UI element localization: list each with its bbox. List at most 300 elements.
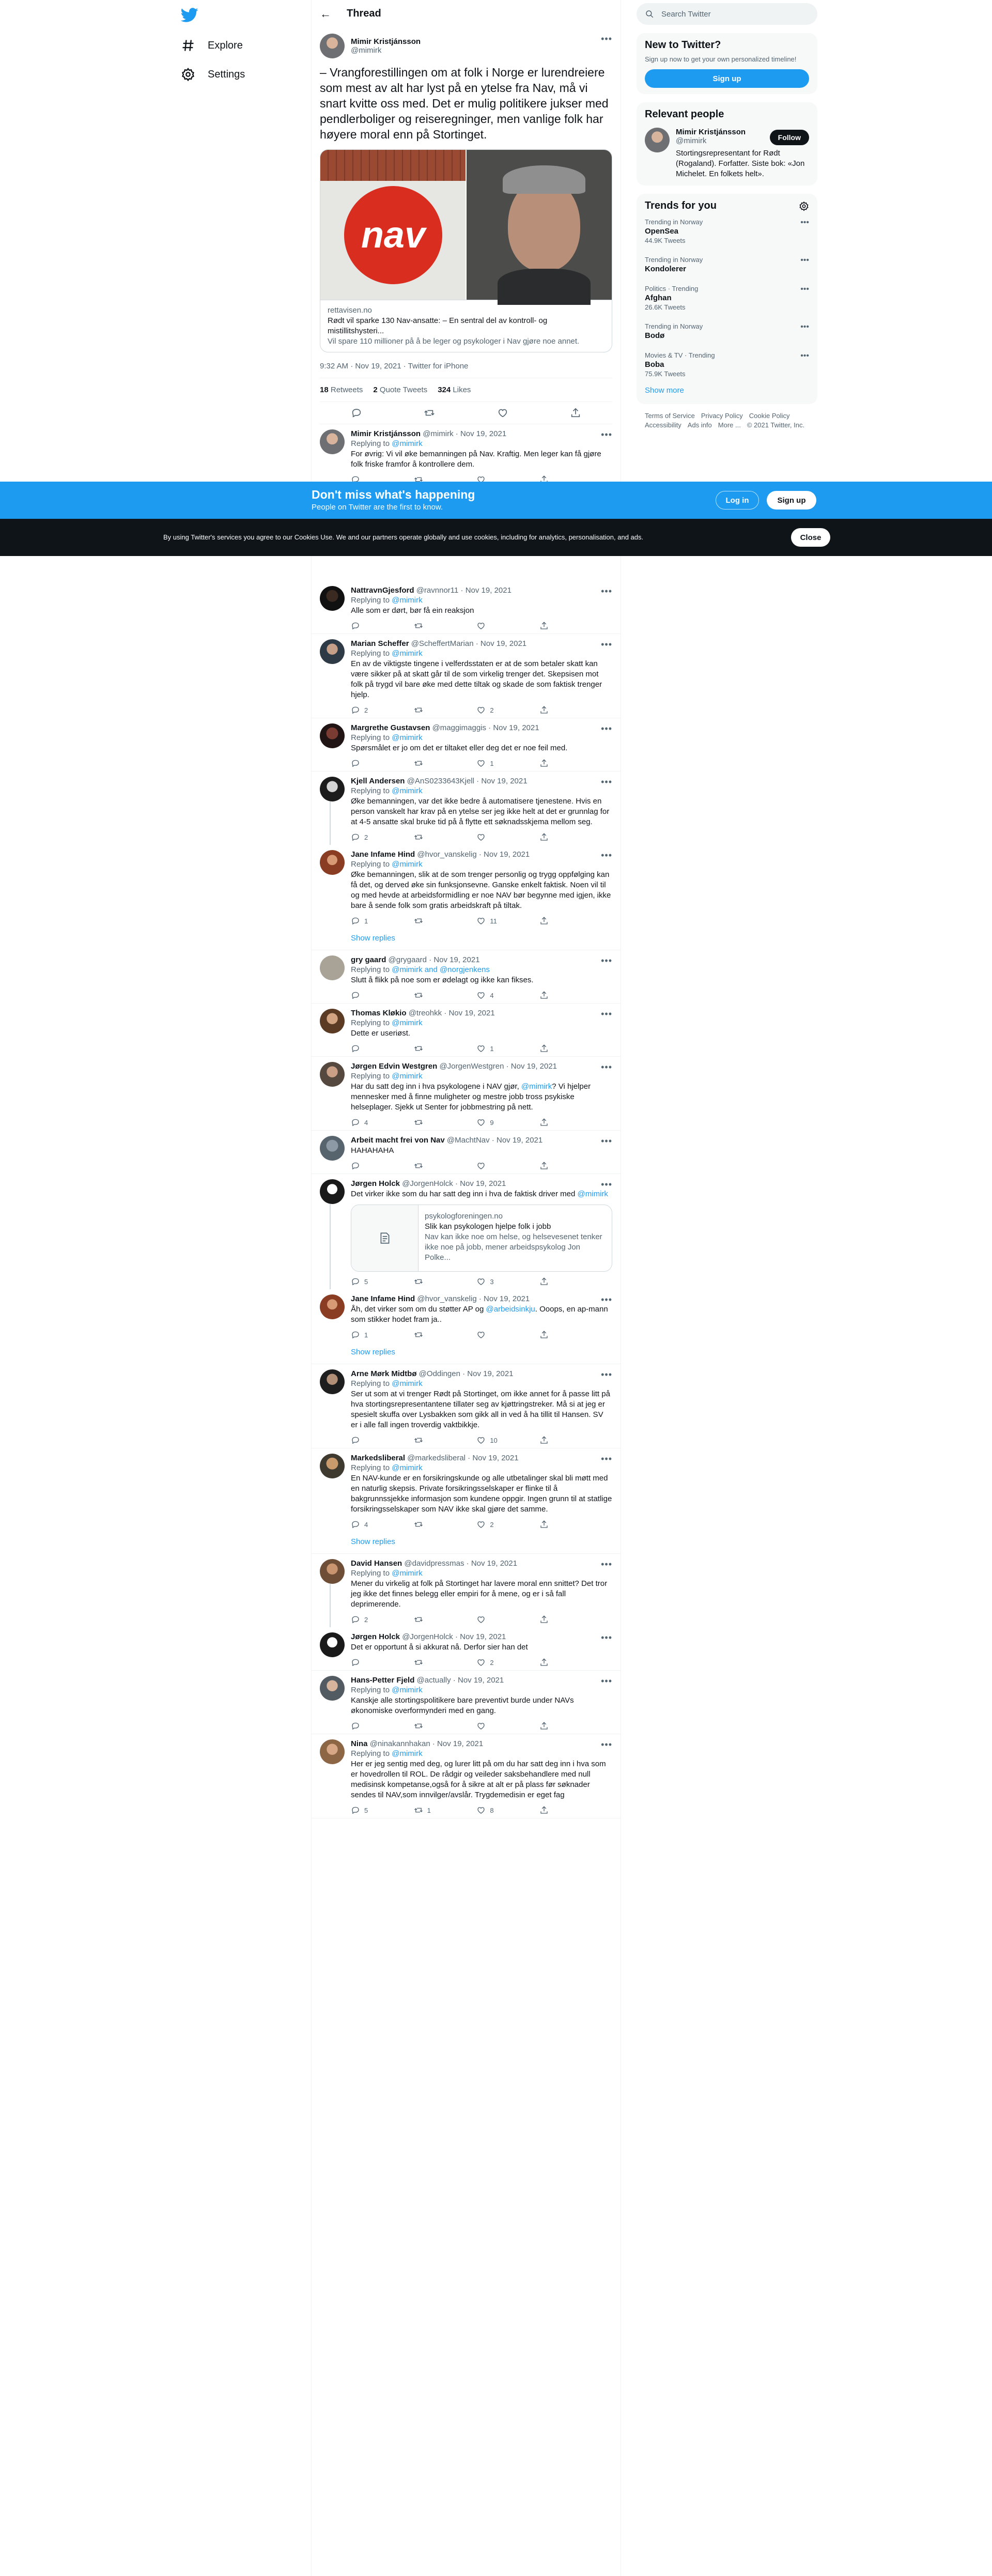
reply-action[interactable] [351,991,382,1000]
avatar[interactable] [320,1136,345,1161]
reply-tweet[interactable] [312,1057,621,1131]
reply-tweet[interactable] [312,581,621,634]
like-action[interactable] [476,705,507,715]
reply-date[interactable]: Nov 19, 2021 [465,586,512,595]
reply-date[interactable]: Nov 19, 2021 [472,1454,519,1462]
reply-icon [351,621,360,630]
share-icon[interactable] [539,1044,570,1053]
reply-tweet[interactable] [312,1174,621,1289]
retweet-action[interactable] [414,621,445,630]
reply-action[interactable] [351,1436,382,1445]
reply-author-name[interactable]: David Hansen [351,1559,402,1568]
reply-action[interactable] [351,759,382,768]
bottom-signup-button[interactable]: Sign up [767,491,816,510]
show-replies-link[interactable]: Show replies [312,929,621,950]
action-count: 4 [364,1118,368,1127]
more-icon[interactable]: ••• [800,285,809,294]
reply-author-name[interactable]: Markedsliberal [351,1454,406,1462]
reply-author-handle[interactable]: @actually [416,1676,451,1685]
avatar[interactable] [320,1454,345,1478]
replying-to-handle[interactable]: @mimirk [392,1019,423,1027]
show-replies-link[interactable]: Show replies [312,1532,621,1554]
like-action[interactable] [476,621,507,630]
reply-dot: · [489,1136,497,1145]
new-to-twitter-sub: Sign up now to get your own personalized timeline! [645,55,797,63]
reply-author-handle[interactable]: @markedsliberal [407,1454,466,1462]
reply-author-handle[interactable]: @treohkk [408,1009,442,1017]
reply-tweet[interactable] [312,424,621,488]
reply-author-handle[interactable]: @JorgenWestgren [439,1062,504,1071]
avatar[interactable] [320,34,345,58]
share-icon[interactable] [539,916,570,925]
retweet-action[interactable] [414,916,445,925]
avatar[interactable] [320,639,345,664]
more-icon[interactable]: ••• [601,1009,612,1019]
more-icon[interactable]: ••• [601,1369,612,1380]
signup-button[interactable]: Sign up [645,69,809,88]
likes-stat[interactable] [438,385,471,394]
reply-date[interactable]: Nov 19, 2021 [496,1136,543,1145]
reply-header [351,1009,612,1017]
reply-action[interactable] [351,1330,382,1339]
retweet-action[interactable] [414,705,445,715]
quotes-stat[interactable] [373,385,427,394]
retweet-action[interactable] [414,1806,445,1815]
author-handle[interactable]: @mimirk [351,46,382,55]
reply-date[interactable]: Nov 19, 2021 [460,429,507,438]
reply-dot: · [464,1559,471,1568]
like-action[interactable] [476,1615,507,1624]
share-icon[interactable] [539,621,570,630]
more-icon[interactable]: ••• [601,1294,612,1305]
replying-to-handle[interactable]: @mimirk [392,733,423,742]
mention-link[interactable]: @mimirk [577,1190,608,1198]
reply-date[interactable]: Nov 19, 2021 [510,1062,557,1071]
reply-tweet[interactable] [312,1554,621,1627]
avatar[interactable] [320,586,345,611]
reply-author-handle[interactable]: @ScheffertMarian [411,639,474,648]
action-count: 8 [490,1806,494,1814]
reply-icon [351,1330,360,1339]
reply-tweet[interactable] [312,1671,621,1734]
mention-link[interactable]: @arbeidsinkju [486,1305,535,1314]
trend-item[interactable] [645,316,809,345]
replying-to [351,733,612,742]
retweet-action[interactable] [414,832,445,842]
reply-author-name[interactable]: Nina [351,1739,368,1748]
more-icon[interactable]: ••• [601,1559,612,1569]
avatar[interactable] [320,1062,345,1087]
replying-to [351,649,612,658]
like-action[interactable] [476,1330,507,1339]
reply-author-name[interactable]: Thomas Kløkio [351,1009,407,1017]
link-card[interactable] [320,149,612,352]
author-name[interactable]: Mimir Kristjánsson [351,37,421,46]
footer-link[interactable]: Cookie Policy [749,412,790,420]
relevant-person-name[interactable]: Mimir Kristjánsson [676,128,746,136]
reply-author-name[interactable]: Margrethe Gustavsen [351,723,430,732]
reply-author-handle[interactable]: @MachtNav [446,1136,490,1145]
avatar[interactable] [320,1676,345,1701]
reply-actions [351,1520,570,1529]
like-action[interactable] [476,1118,507,1127]
article-icon [351,1205,419,1271]
back-arrow-icon[interactable]: ← [320,7,331,20]
retweet-action[interactable] [414,1277,445,1286]
reply-date[interactable]: Nov 19, 2021 [471,1559,518,1568]
avatar[interactable] [320,1739,345,1764]
avatar[interactable] [320,1294,345,1319]
replying-to-handle[interactable]: @mimirk and @norgjenkens [392,965,490,974]
avatar[interactable] [320,850,345,875]
reply-author-handle[interactable]: @ravnnor11 [416,586,459,595]
more-icon[interactable]: ••• [601,34,612,44]
like-action[interactable] [476,1277,507,1286]
reply-actions [351,1806,570,1815]
like-action[interactable] [476,1436,507,1445]
relevant-people-title: Relevant people [645,109,724,120]
reply-author-name[interactable]: Jane Infame Hind [351,850,415,859]
replying-to-label: Replying to [351,439,390,448]
follow-button[interactable]: Follow [770,130,809,145]
reply-author-name[interactable]: Marian Scheffer [351,639,409,648]
reply-action[interactable] [351,1721,382,1731]
reply-icon [351,1721,360,1731]
action-count: 1 [490,759,494,767]
relevant-person[interactable] [645,128,809,179]
reply-date[interactable]: Nov 19, 2021 [467,1369,514,1378]
reply-author-name[interactable]: NattravnGjesford [351,586,414,595]
reply-header [351,723,612,732]
more-icon[interactable]: ••• [601,1136,612,1146]
footer-link[interactable]: Terms of Service [645,412,695,420]
reply-author-name[interactable]: Jørgen Edvin Westgren [351,1062,438,1071]
footer-link[interactable]: Accessibility [645,421,681,429]
more-icon[interactable]: ••• [601,639,612,650]
search-input[interactable]: Search Twitter [661,9,711,19]
gear-icon [181,67,195,82]
reply-text-part: Har du satt deg inn i hva psykologene i NAV gjør, [351,1082,521,1091]
reply-action[interactable] [351,1520,382,1529]
more-icon[interactable]: ••• [601,850,612,860]
card-title: Rødt vil sparke 130 Nav-ansatte: – En sentral del av kontroll- og mistillitshysteri... [328,316,548,335]
replying-to-handle[interactable]: @mimirk [392,649,423,658]
nav-logo: nav [344,186,442,284]
retweet-action[interactable] [414,1520,445,1529]
retweet-action[interactable] [414,1330,445,1339]
nav-explore[interactable] [181,35,243,56]
avatar[interactable] [320,1179,345,1204]
reply-date[interactable]: Nov 19, 2021 [433,955,480,964]
like-action[interactable] [476,1520,507,1529]
retweets-stat[interactable] [320,385,363,394]
replying-to-handle[interactable]: @mimirk [392,596,423,605]
retweet-icon [414,1520,423,1529]
cookie-close-button[interactable]: Close [791,528,830,547]
replies-list [312,424,621,1818]
reply-text-part: ? Vi hjelper mennesker med å finne muligheter og mestre jobb tross psykiske helseplager. Sjekk ut Senter for jobbmestring på nett. [351,1082,591,1112]
reply-dot: · [426,955,434,964]
retweet-action[interactable] [414,1161,445,1170]
retweet-action[interactable] [414,991,445,1000]
login-button[interactable]: Log in [716,491,759,510]
action-count: 2 [364,1615,368,1624]
reply-dot: · [453,1179,460,1188]
more-icon[interactable]: ••• [601,1739,612,1750]
retweet-action[interactable] [414,759,445,768]
action-count: 2 [490,706,494,714]
reply-tweet[interactable] [312,634,621,718]
nav-settings[interactable] [181,64,245,85]
retweet-action[interactable] [414,1044,445,1053]
reply-header [351,850,612,859]
share-icon[interactable] [539,1520,570,1529]
action-count: 1 [364,1331,368,1339]
relevant-person-bio: Stortingsrepresentant for Rødt (Rogaland). Forfatter. Siste bok: «Jon Michelet. En folkets helt». [676,149,805,178]
trends-panel [637,194,817,404]
more-icon[interactable]: ••• [601,1062,612,1072]
footer-link[interactable]: Ads info [687,421,712,429]
like-icon [476,1806,486,1815]
reply-author-handle[interactable]: @grygaard [388,955,427,964]
reply-actions [351,1161,570,1170]
action-count: 2 [490,1520,494,1529]
action-count: 5 [364,1806,368,1814]
share-icon[interactable] [539,1658,570,1667]
retweet-action[interactable] [414,1436,445,1445]
share-icon[interactable] [539,1721,570,1731]
reply-tweet[interactable] [312,950,621,1004]
search-box[interactable] [637,3,817,25]
like-icon [476,705,486,715]
reply-icon [351,1520,360,1529]
reply-author-name[interactable]: Hans-Petter Fjeld [351,1676,415,1685]
retweet-action[interactable] [414,1658,445,1667]
share-icon[interactable] [539,991,570,1000]
replying-to-handle[interactable]: @mimirk [392,1463,423,1472]
reply-action[interactable] [351,621,382,630]
share-icon[interactable] [539,1118,570,1127]
reply-tweet[interactable] [312,772,621,845]
trend-item[interactable] [645,345,809,383]
reply-icon [351,1806,360,1815]
like-icon[interactable] [497,407,508,419]
share-icon[interactable] [539,1615,570,1624]
replying-to-handle[interactable]: @mimirk [392,439,423,448]
more-icon[interactable]: ••• [601,723,612,734]
tweet-timestamp[interactable]: 9:32 AM · Nov 19, 2021 · Twitter for iPhone [320,354,612,378]
replying-to-label: Replying to [351,965,390,974]
like-action[interactable] [476,991,507,1000]
replying-to-handle[interactable]: @mimirk [392,1379,423,1388]
reply-action[interactable] [351,1044,382,1053]
avatar[interactable] [320,955,345,980]
reply-tweet[interactable] [312,718,621,772]
footer-link[interactable]: © 2021 Twitter, Inc. [747,421,805,429]
retweet-icon[interactable] [424,407,435,419]
reply-author-name[interactable]: Jørgen Holck [351,1179,400,1188]
more-icon[interactable]: ••• [800,351,809,360]
more-icon[interactable]: ••• [601,777,612,787]
more-icon[interactable]: ••• [601,1454,612,1464]
reply-date[interactable]: Nov 19, 2021 [437,1739,484,1748]
reply-author-handle[interactable]: @AnS0233643Kjell [407,777,474,785]
nav-sign-image [320,150,466,300]
reply-action[interactable] [351,1615,382,1624]
reply-author-handle[interactable]: @hvor_vanskelig [417,1294,477,1303]
replying-to-handle[interactable]: @mimirk [392,1749,423,1758]
replying-to [351,1686,612,1694]
reply-author-name[interactable]: Kjell Andersen [351,777,405,785]
replying-to-handle[interactable]: @mimirk [392,786,423,795]
reply-dot: · [453,429,460,438]
trend-item[interactable] [645,279,809,316]
replying-to [351,1019,612,1027]
reply-tweet[interactable] [312,1448,621,1532]
like-action[interactable] [476,1721,507,1731]
like-action[interactable] [476,832,507,842]
reply-date[interactable]: Nov 19, 2021 [460,1179,506,1188]
reply-author-name[interactable]: Jørgen Holck [351,1632,400,1641]
reply-tweet[interactable] [312,1004,621,1057]
retweet-action[interactable] [414,1118,445,1127]
reply-author-name[interactable]: Arne Mørk Midtbø [351,1369,417,1378]
replying-to [351,1463,612,1472]
reply-tweet[interactable] [312,1131,621,1174]
retweet-icon [414,1161,423,1170]
reply-tweet[interactable] [312,1289,621,1343]
share-icon[interactable] [539,705,570,715]
reply-header [351,1062,612,1071]
share-icon[interactable] [539,759,570,768]
trend-item[interactable] [645,212,809,250]
like-action[interactable] [476,759,507,768]
avatar[interactable] [320,1009,345,1034]
replying-to-label: Replying to [351,786,390,795]
retweet-action[interactable] [414,1615,445,1624]
share-icon[interactable] [539,1277,570,1286]
avatar[interactable] [320,777,345,801]
reply-action[interactable] [351,916,382,925]
reply-date[interactable]: Nov 19, 2021 [448,1009,495,1017]
reply-author-handle[interactable]: @JorgenHolck [402,1179,453,1188]
reply-tweet[interactable] [312,845,621,929]
trend-item[interactable] [645,250,809,279]
more-icon[interactable]: ••• [601,1179,612,1190]
reply-author-handle[interactable]: @JorgenHolck [402,1632,453,1641]
like-action[interactable] [476,1806,507,1815]
cookie-text: By using Twitter's services you agree to our Cookies Use. We and our partners operate globally and use cookies, including for analytics, personalisation, and ads. [163,533,644,541]
reply-author-handle[interactable]: @ninakannhakan [369,1739,430,1748]
more-icon[interactable]: ••• [601,955,612,966]
mention-link[interactable]: @mimirk [521,1082,552,1091]
reply-action[interactable] [351,832,382,842]
reply-author-handle[interactable]: @hvor_vanskelig [417,850,477,859]
reply-author-handle[interactable]: @mimirk [423,429,454,438]
relevant-person-handle[interactable]: @mimirk [676,136,707,145]
avatar[interactable] [320,1559,345,1584]
replying-to-handle[interactable]: @mimirk [392,1072,423,1081]
reply-action[interactable] [351,1277,382,1286]
reply-author-handle[interactable]: @maggimaggis [432,723,486,732]
reply-author-name[interactable]: Jane Infame Hind [351,1294,415,1303]
reply-action[interactable] [351,1806,382,1815]
reply-header [351,1136,612,1145]
reply-tweet[interactable] [312,1364,621,1448]
reply-tweet[interactable] [312,1734,621,1818]
twitter-logo-icon[interactable] [181,6,198,24]
more-icon[interactable]: ••• [800,218,809,227]
retweet-action[interactable] [414,1721,445,1731]
reply-date[interactable]: Nov 19, 2021 [457,1676,504,1685]
avatar[interactable] [320,723,345,748]
reply-action[interactable] [351,1161,382,1170]
more-icon[interactable]: ••• [601,1632,612,1643]
show-replies-link[interactable]: Show replies [312,1343,621,1364]
reply-action[interactable] [351,705,382,715]
share-icon[interactable] [539,1161,570,1170]
share-icon[interactable] [539,1806,570,1815]
reply-action[interactable] [351,1118,382,1127]
share-icon[interactable] [539,832,570,842]
reply-author-handle[interactable]: @davidpressmas [404,1559,464,1568]
share-icon[interactable] [570,407,581,419]
more-icon[interactable]: ••• [601,429,612,440]
thread-header [312,0,621,27]
more-icon[interactable]: ••• [601,586,612,596]
link-card[interactable] [351,1205,612,1272]
reply-date[interactable]: Nov 19, 2021 [481,777,528,785]
action-count: 4 [364,1520,368,1529]
reply-date[interactable]: Nov 19, 2021 [480,639,527,648]
reply-author-name[interactable]: gry gaard [351,955,386,964]
like-action[interactable] [476,1658,507,1667]
reply-date[interactable]: Nov 19, 2021 [460,1632,506,1641]
replying-to-handle[interactable]: @mimirk [392,860,423,869]
footer-link[interactable]: Privacy Policy [701,412,743,420]
reply-date[interactable]: Nov 19, 2021 [493,723,539,732]
reply-author-name[interactable]: Arbeit macht frei von Nav [351,1136,445,1145]
avatar[interactable] [320,1369,345,1394]
footer-link[interactable]: More ... [718,421,741,429]
reply-header [351,429,612,438]
reply-tweet[interactable] [312,1627,621,1671]
replying-to-handle[interactable]: @mimirk [392,1686,423,1694]
reply-author-name[interactable]: Mimir Kristjánsson [351,429,421,438]
reply-action[interactable] [351,1658,382,1667]
trend-context: Movies & TV · Trending [645,351,715,359]
reply-date[interactable]: Nov 19, 2021 [484,850,530,859]
share-icon[interactable] [539,1436,570,1445]
more-icon[interactable]: ••• [601,1676,612,1686]
show-more-link[interactable]: Show more [645,386,684,395]
share-icon[interactable] [539,1330,570,1339]
more-icon[interactable]: ••• [800,322,809,331]
avatar[interactable] [645,128,670,152]
avatar[interactable] [320,429,345,454]
more-icon[interactable]: ••• [800,256,809,265]
replying-to-handle[interactable]: @mimirk [392,1569,423,1578]
reply-icon[interactable] [351,407,362,419]
replying-to [351,965,612,974]
like-action[interactable] [476,916,507,925]
reply-author-handle[interactable]: @Oddingen [419,1369,460,1378]
like-action[interactable] [476,1044,507,1053]
avatar[interactable] [320,1632,345,1657]
like-action[interactable] [476,1161,507,1170]
reply-date[interactable]: Nov 19, 2021 [484,1294,530,1303]
quotes-label: Quote Tweets [379,385,428,394]
